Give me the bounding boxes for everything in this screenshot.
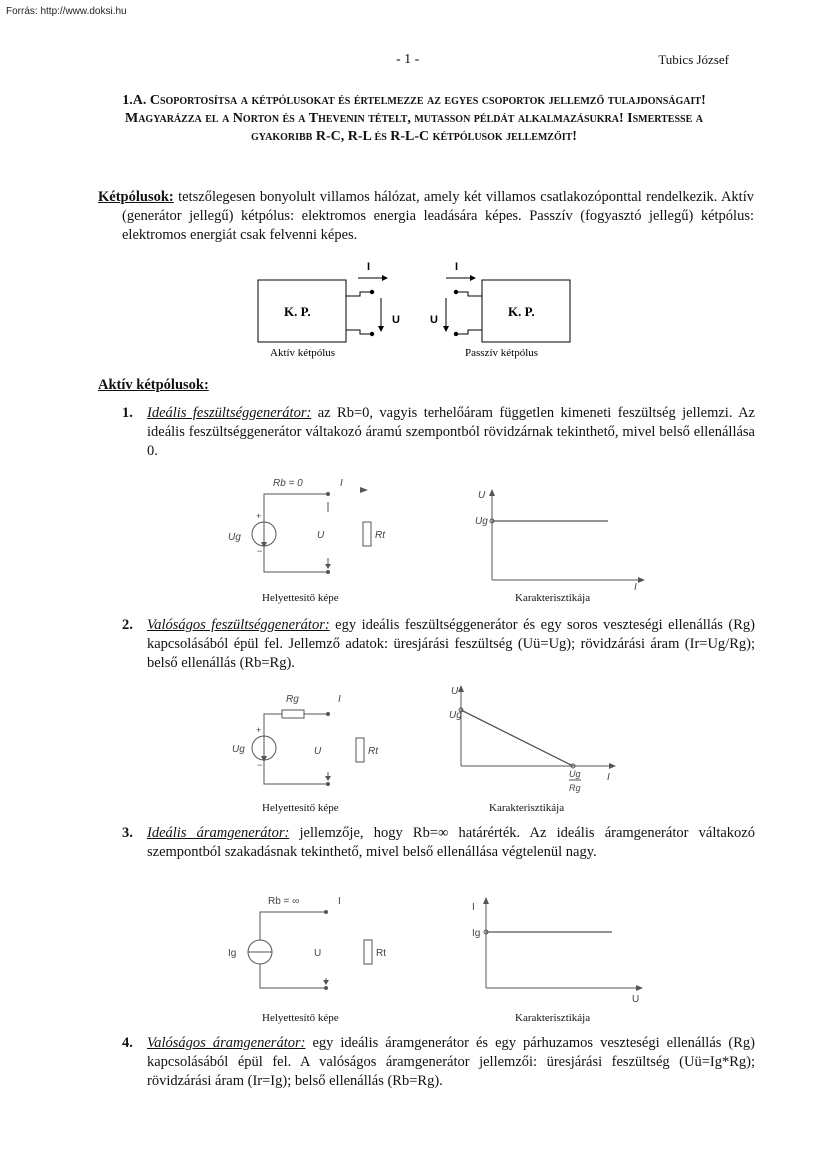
fig1-characteristic [470,484,650,590]
rt-label: Rt [376,948,386,959]
item-term: Ideális áramgenerátor: [147,825,290,841]
ug-label: Ug [228,532,241,543]
fig1-circuit [222,474,392,586]
author: Tubics József [658,52,729,67]
fig2-characteristic [445,680,625,802]
list-item-2 [122,616,755,673]
item-term: Valóságos feszültséggenerátor: [147,617,330,633]
level-label: Ig [472,928,481,939]
item-text: egy ideális áramgenerátor és egy párhuzamos veszteségi ellenállás (Rg) kapcsolásából épül fel. A valóságos áramgenerátor jellemzői: üresjárási feszültség (Uü=Ig*Rg); rövidzárási áram (Ir=Ig); belső ellenállás (Rb=Rg). [147,1035,755,1089]
intro-text: tetszőlegesen bonyolult villamos hálózat, amely két villamos csatlakozóponttal rendelkezik. Aktív (generátor jellegű) kétpólus: elektromos energia leadására képes. Passzív (fogyasztó jellegű) kétpólus: elektromos energiát csak felvenni képes. [122,189,754,243]
item-number: 4. [122,1035,133,1051]
section-heading-active: Aktív kétpólusok: [98,377,209,393]
axis-x-label: U [632,994,640,1004]
caption-active-kp: Aktív kétpólus [270,347,336,359]
level-label: Ug [475,516,488,527]
fig2-circuit [222,688,392,798]
current-label: I [338,896,341,907]
axis-y-label: I [472,902,475,913]
axis-y-label: U [451,686,459,697]
u-label: U [314,746,322,757]
list-item-3 [122,824,755,862]
voltage-label-active: U [392,314,400,326]
fig2-caption-circuit: Helyettesítő képe [262,802,339,814]
item-term: Ideális feszültséggenerátor: [147,405,312,421]
item-text: egy ideális feszültséggenerátor és egy soros veszteségi ellenállás (Rg) kapcsolásából épül fel. Jellemző adatok: üresjárási feszültség (Uü=Ug); rövidzárási áram (Ir=Ug/Rg); belső ellenállás (Rb=Rg). [147,617,755,671]
characteristic-line [461,710,573,766]
rg-label: Rg [286,694,299,705]
rb-label: Rb = ∞ [268,896,300,907]
fig1-caption-circuit: Helyettesítő képe [262,592,339,604]
current-label-active: I [367,261,371,273]
list-item-4 [122,1034,755,1091]
fig1-caption-characteristic: Karakterisztikája [515,592,591,604]
box-label-active: K. P. [284,304,311,319]
item-text: jellemzője, hogy Rb=∞ határérték. Az ideális áramgenerátor váltakozó szempontból szakadásnak tekinthető, mivel belső ellenállása végtelenül nagy. [147,825,755,860]
page-title: 1.A. Csoportosítsa a kétpólusokat és értelmezze az egyes csoportok jellemző tulajdonságait! Magyarázza el a Norton és a Thevenin tételt, mutasson példát alkalmazásukra! Ismertesse a gyakoribb R-C, R-L és R-L-C kétpólusok jellemzőit! [122,93,706,144]
item-term: Valóságos áramgenerátor: [147,1035,306,1051]
fig3-circuit [222,888,392,1000]
voltage-label-passive: U [430,314,438,326]
current-label: I [340,478,343,489]
item-number: 3. [122,825,133,841]
page-number: - 1 - [396,52,420,67]
ig-label: Ig [228,948,237,959]
item-text: az Rb=0, vagyis terhelőáram független kimeneti feszültség jellemzi. Az ideális feszültséggenerátor váltakozó áramú szempontból rövidzárnak tekinthető, mivel belső ellenállása 0. [147,405,755,459]
axis-y-label: U [478,490,486,501]
intro-paragraph [98,188,754,245]
box-label-passive: K. P. [508,304,535,319]
u-label: U [314,948,322,959]
u-label: U [317,530,325,541]
intro-term: Kétpólusok: [98,189,174,205]
rb-label: Rb = 0 [273,478,303,489]
y-intercept-label: Ug [449,710,462,721]
x-intercept-numerator: Ug [569,769,581,779]
x-intercept-denominator: Rg [569,783,581,793]
axis-x-label: I [607,772,610,783]
svg-text:−: − [257,546,263,556]
rt-label: Rt [368,746,378,757]
rt-label: Rt [375,530,385,541]
fig3-caption-characteristic: Karakterisztikája [515,1012,591,1024]
current-label: I [338,694,341,705]
svg-text:+: + [256,725,262,735]
caption-passive-kp: Passzív kétpólus [465,347,539,359]
current-label-passive: I [455,261,459,273]
fig3-characteristic [470,892,650,1004]
fig3-caption-circuit: Helyettesítő képe [262,1012,339,1024]
item-number: 1. [122,405,133,421]
kp-figure [250,258,580,362]
svg-text:+: + [256,511,262,521]
source-line: Forrás: http://www.doksi.hu [6,6,127,17]
fig2-caption-characteristic: Karakterisztikája [489,802,565,814]
axis-x-label: I [634,582,637,590]
ug-label: Ug [232,744,245,755]
item-number: 2. [122,617,133,633]
svg-text:−: − [257,760,263,770]
list-item-1 [122,404,755,461]
